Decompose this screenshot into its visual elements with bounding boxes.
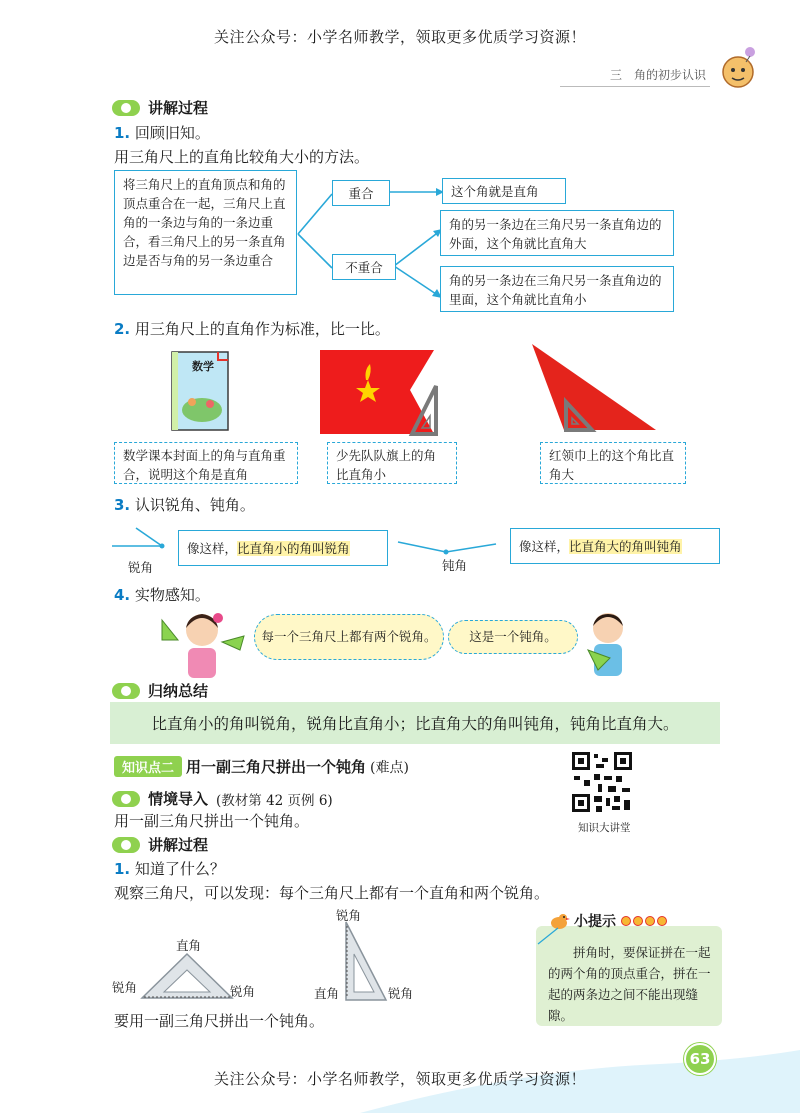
bottom-banner: 关注公众号：小学名师教学，领取更多优质学习资源！ — [213, 1070, 586, 1088]
method-text: 用三角尺上的直角比较角大小的方法。 — [114, 148, 370, 166]
tri1-right-label: 锐角 — [230, 984, 256, 999]
step-2 — [114, 318, 390, 339]
red-scarf-picture — [530, 342, 658, 434]
step-text: 实物感知。 — [134, 586, 210, 604]
section-heading-summary — [112, 680, 208, 701]
pill-icon — [112, 791, 140, 807]
tri1-top-label: 直角 — [176, 938, 202, 953]
mascot-icon — [716, 44, 760, 92]
acute-angle-drawing — [110, 524, 172, 560]
step-text: 用三角尺上的直角作为标准，比一比。 — [134, 320, 390, 338]
section-heading-explain — [112, 97, 208, 118]
step-4 — [114, 584, 210, 605]
step-number: 4. — [114, 586, 131, 604]
tip-text: 拼角时，要保证拼在一起的两个角的顶点重合，拼在一起的两条边之间不能出现缝隙。 — [548, 945, 711, 1023]
girl-speech-bubble: 每一个三角尺上都有两个锐角。 — [254, 614, 444, 660]
section-title: 归纳总结 — [148, 682, 209, 700]
observe-text: 观察三角尺，可以发现：每个三角尺上都有一个直角和两个锐角。 — [114, 884, 550, 902]
tip-header — [548, 910, 668, 932]
step-number: 1. — [114, 860, 131, 878]
pill-icon — [112, 683, 140, 699]
isosceles-set-square-picture — [140, 950, 234, 1002]
scarf-caption: 红领巾上的这个角比直角大 — [540, 442, 686, 484]
step-number: 3. — [114, 496, 131, 514]
book-caption: 数学课本封面上的角与直角重合，说明这个角是直角 — [114, 442, 298, 484]
obtuse-definition-box — [510, 528, 720, 564]
tri2-top-label: 锐角 — [336, 908, 362, 923]
step-text: 回顾旧知。 — [134, 124, 210, 142]
chapter-divider — [560, 86, 710, 87]
not-coincide-box: 不重合 — [332, 254, 396, 280]
step-1 — [114, 122, 210, 143]
tip-pointer — [536, 926, 566, 946]
step-3 — [114, 494, 255, 515]
need-text: 要用一副三角尺拼出一个钝角。 — [114, 1012, 325, 1030]
girl-with-triangles-picture — [156, 606, 248, 680]
summary-text: 比直角小的角叫锐角，锐角比直角小；比直角大的角叫钝角，钝角比直角大。 — [110, 702, 720, 744]
stars-icon — [620, 915, 668, 927]
section-heading-explain-2 — [112, 834, 208, 855]
qr-code-icon[interactable] — [570, 750, 634, 814]
acute-prefix: 像这样， — [187, 541, 238, 556]
tri2-right-label: 锐角 — [388, 986, 414, 1001]
boy-speech-bubble: 这是一个钝角。 — [448, 620, 578, 654]
thirty-sixty-set-square-picture — [342, 920, 390, 1002]
tip-title: 小提示 — [574, 914, 616, 930]
pioneer-flag-picture — [320, 350, 440, 436]
kp2-step-1 — [114, 858, 225, 879]
intro-text: 用一副三角尺拼出一个钝角。 — [114, 812, 310, 830]
pill-icon — [112, 837, 140, 853]
right-angle-result-box: 这个角就是直角 — [442, 178, 566, 204]
textbook-reference: (教材第 42 页例 6) — [216, 792, 333, 809]
section-heading-intro — [112, 788, 333, 809]
page-number: 63 — [684, 1043, 716, 1075]
flag-caption: 少先队队旗上的角比直角小 — [327, 442, 457, 484]
pill-icon — [112, 100, 140, 116]
boy-with-triangle-picture — [580, 606, 636, 680]
step-text: 知道了什么？ — [134, 860, 225, 878]
knowledge-point-heading — [114, 756, 409, 777]
qr-caption: 知识大讲堂 — [578, 822, 631, 834]
acute-label: 锐角 — [128, 560, 154, 575]
smaller-result-box: 角的另一条边在三角尺另一条直角边的里面，这个角就比直角小 — [440, 266, 674, 312]
book-title: 数学 — [192, 360, 214, 373]
knowledge-point-title: 用一副三角尺拼出一个钝角 — [186, 758, 367, 776]
step-text: 认识锐角、钝角。 — [134, 496, 255, 514]
section-title: 讲解过程 — [148, 836, 209, 854]
method-box: 将三角尺上的直角顶点和角的顶点重合在一起，三角尺上直角的一条边与角的一条边重合，看三角尺上的另一条直角边是否与角的另一条边重合 — [114, 170, 297, 295]
obtuse-definition: 比直角大的角叫钝角 — [569, 539, 682, 554]
section-title: 情境导入 — [148, 790, 209, 808]
tri2-left-label: 直角 — [314, 986, 340, 1001]
tri1-left-label: 锐角 — [112, 980, 138, 995]
chapter-title: 三 角的初步认识 — [610, 68, 707, 82]
difficulty-tag: (难点) — [370, 759, 409, 776]
obtuse-label: 钝角 — [442, 558, 468, 573]
section-title: 讲解过程 — [148, 99, 209, 117]
top-banner: 关注公众号：小学名师教学，领取更多优质学习资源！ — [213, 28, 586, 46]
step-number: 2. — [114, 320, 131, 338]
acute-definition-box — [178, 530, 388, 566]
obtuse-prefix: 像这样， — [519, 539, 570, 554]
bigger-result-box: 角的另一条边在三角尺另一条直角边的外面，这个角就比直角大 — [440, 210, 674, 256]
step-number: 1. — [114, 124, 131, 142]
acute-definition: 比直角小的角叫锐角 — [237, 541, 350, 556]
knowledge-point-badge: 知识点二 — [114, 756, 182, 777]
coincide-box: 重合 — [332, 180, 390, 206]
